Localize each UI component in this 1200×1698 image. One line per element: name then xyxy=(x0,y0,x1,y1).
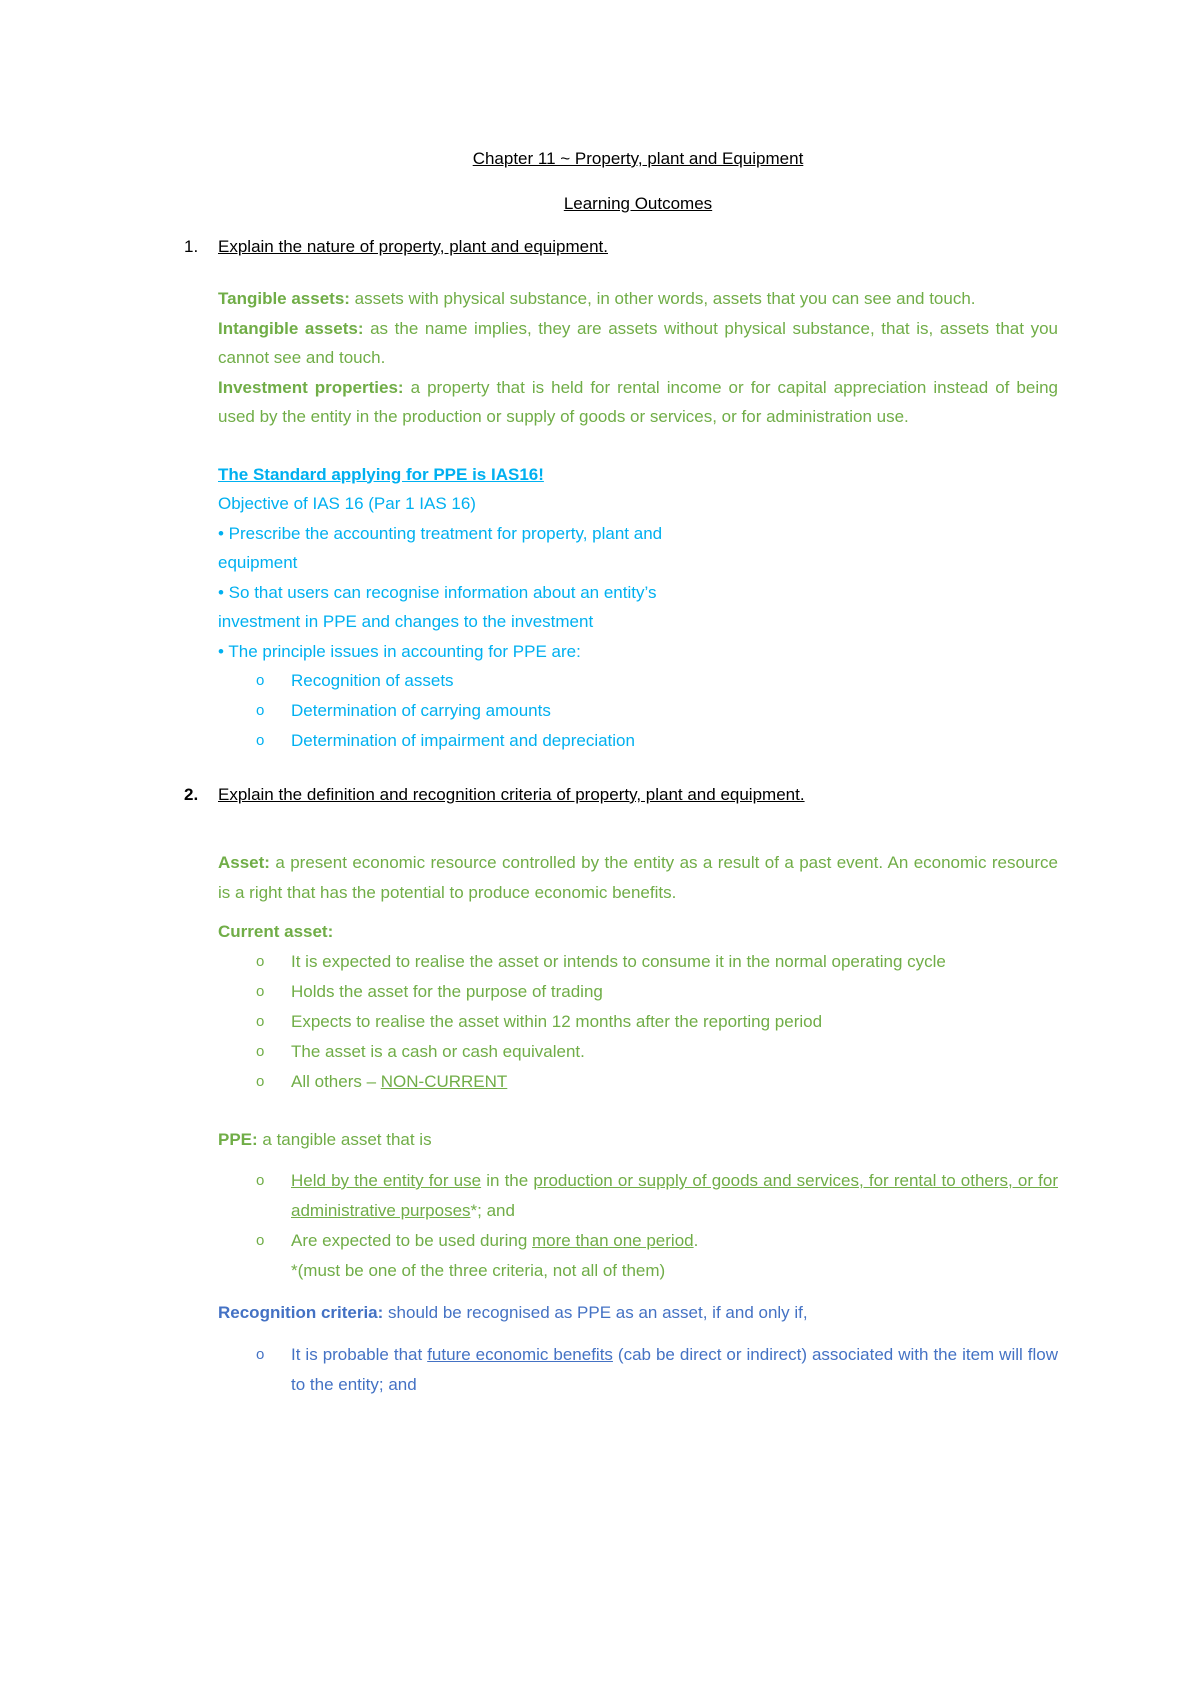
learning-outcomes-heading: Learning Outcomes xyxy=(563,194,713,213)
chapter-title: Chapter 11 ~ Property, plant and Equipment xyxy=(472,149,804,168)
ppe-criteria-list xyxy=(218,1166,1058,1286)
objective-line: Objective of IAS 16 (Par 1 IAS 16) xyxy=(218,494,476,513)
ppe-definition xyxy=(218,1125,1058,1155)
tangible-def: assets with physical substance, in other words, assets that you can see and touch. xyxy=(349,289,976,308)
investment-definition xyxy=(218,373,1058,432)
bullet-glyph: o xyxy=(256,982,265,1000)
list-item: o Determination of impairment and depreciation xyxy=(218,726,1058,756)
asset-definition xyxy=(218,848,1058,907)
bullet-glyph: o xyxy=(256,1172,265,1189)
bullet-glyph: o xyxy=(256,1042,265,1060)
list-item: o It is probable that future economic benefits (cab be direct or indirect) associated with the item will flow to the entity; and xyxy=(218,1340,1058,1400)
outcome-2 xyxy=(184,784,1058,806)
recognition-def: should be recognised as PPE as an asset, if and only if, xyxy=(383,1303,808,1322)
ppe-term: PPE: xyxy=(218,1129,258,1149)
recognition-term: Recognition criteria: xyxy=(218,1303,384,1322)
investment-def: a property that is held for rental income or for capital appreciation instead of being used by the entity in the production or supply of goods or services, or for administration use. xyxy=(218,377,1059,426)
page-content xyxy=(184,148,1059,1400)
outcome-1 xyxy=(184,236,1058,258)
list-item: o Recognition of assets xyxy=(218,666,1058,696)
tangible-definition xyxy=(218,284,1058,314)
bullet-glyph: o xyxy=(256,1012,265,1030)
investment-term: Investment properties: xyxy=(218,377,404,397)
current-asset-term: Current asset: xyxy=(218,922,334,941)
bullet-glyph: o xyxy=(256,1072,265,1090)
outcome-2-text: Explain the definition and recognition criteria of property, plant and equipment. xyxy=(218,785,805,804)
outcome-1-text: Explain the nature of property, plant and equipment. xyxy=(218,237,608,256)
objective-bullet-1a: • Prescribe the accounting treatment for property, plant and xyxy=(218,523,663,543)
bullet-glyph: o xyxy=(256,732,265,749)
list-item: o It is expected to realise the asset or intends to consume it in the normal operating cycle xyxy=(218,947,1058,977)
current-asset-list xyxy=(218,947,1058,1097)
intangible-def: as the name implies, they are assets without physical substance, that is, assets that you cannot see and touch. xyxy=(218,318,1058,367)
objective-bullet-2a: • So that users can recognise information about an entity’s xyxy=(218,582,657,602)
issues-list xyxy=(218,666,1058,756)
list-item: o Holds the asset for the purpose of trading xyxy=(218,977,1058,1007)
list-item: o Expects to realise the asset within 12 months after the reporting period xyxy=(218,1007,1058,1037)
recognition-list xyxy=(218,1340,1058,1400)
bullet-glyph: o xyxy=(256,1232,265,1249)
recognition-definition xyxy=(218,1298,1058,1328)
standard-heading: The Standard applying for PPE is IAS16! xyxy=(218,464,544,484)
objective-bullet-2b: investment in PPE and changes to the investment xyxy=(218,612,594,631)
objective-bullet-3: • The principle issues in accounting for PPE are: xyxy=(218,641,581,661)
ppe-def: a tangible asset that is xyxy=(257,1129,432,1149)
list-item: o Determination of carrying amounts xyxy=(218,696,1058,726)
asset-term: Asset: xyxy=(218,853,270,872)
list-item: o Are expected to be used during more than one period. *(must be one of the three criteria, not all of them) xyxy=(218,1226,1058,1286)
asset-def: a present economic resource controlled by the entity as a result of a past event. An economic resource is a right that has the potential to produce economic benefits. xyxy=(218,853,1058,902)
intangible-definition xyxy=(218,314,1058,373)
criteria-note: *(must be one of the three criteria, not all of them) xyxy=(291,1261,666,1280)
outcome-1-number: 1. xyxy=(184,237,199,256)
bullet-glyph: o xyxy=(256,672,265,689)
non-current-label: NON-CURRENT xyxy=(380,1071,508,1091)
bullet-glyph: o xyxy=(256,952,265,970)
list-item: o The asset is a cash or cash equivalent. xyxy=(218,1037,1058,1067)
intangible-term: Intangible assets: xyxy=(218,318,364,338)
bullet-glyph: o xyxy=(256,1345,265,1363)
objective-bullet-1b: equipment xyxy=(218,553,298,572)
list-item: o Held by the entity for use in the production or supply of goods and services, for rental to others, or for administrative purposes*; and xyxy=(218,1166,1058,1226)
list-item: o All others – NON-CURRENT xyxy=(218,1067,1058,1097)
outcome-2-number: 2. xyxy=(184,785,199,804)
bullet-glyph: o xyxy=(256,702,265,719)
tangible-term: Tangible assets: xyxy=(218,289,350,308)
